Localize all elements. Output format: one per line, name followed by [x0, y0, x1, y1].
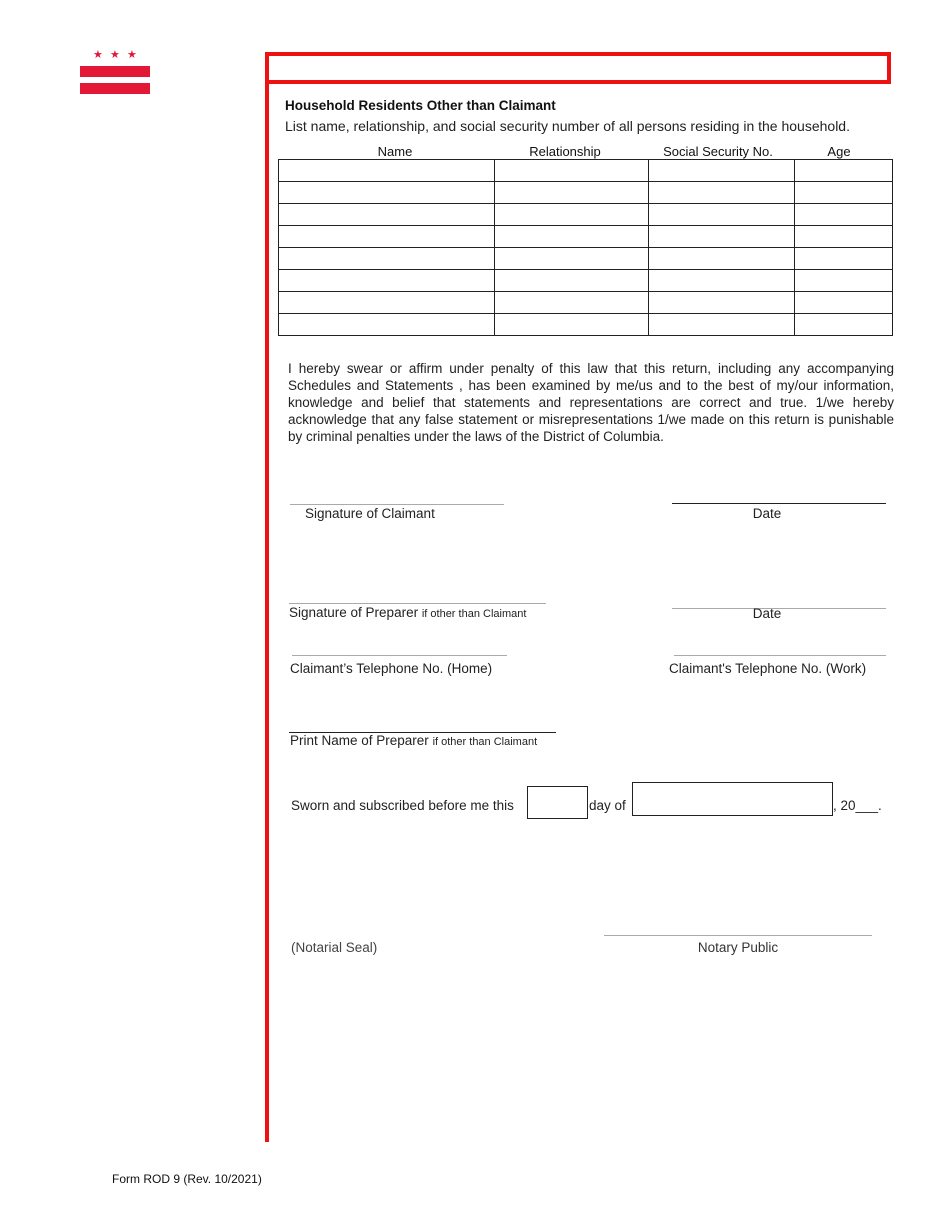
left-rule	[265, 84, 269, 1142]
column-header-relationship: Relationship	[529, 144, 601, 159]
table-row	[279, 270, 893, 292]
date-line-1[interactable]	[672, 503, 886, 504]
cell-relationship[interactable]	[495, 292, 649, 314]
star-icon: ★	[127, 49, 137, 61]
table-row	[279, 226, 893, 248]
cell-name[interactable]	[279, 292, 495, 314]
column-header-ssn: Social Security No.	[663, 144, 773, 159]
cell-name[interactable]	[279, 248, 495, 270]
cell-ssn[interactable]	[649, 226, 795, 248]
star-icon: ★	[93, 49, 103, 61]
form-id-footer: Form ROD 9 (Rev. 10/2021)	[112, 1172, 262, 1186]
cell-relationship[interactable]	[495, 182, 649, 204]
cell-name[interactable]	[279, 270, 495, 292]
signature-preparer-note: if other than Claimant	[421, 608, 527, 620]
cell-ssn[interactable]	[649, 182, 795, 204]
residents-table	[278, 159, 893, 336]
notary-public-label: Notary Public	[697, 940, 779, 955]
cell-ssn[interactable]	[649, 204, 795, 226]
oath-statement: I hereby swear or affirm under penalty of this law that this return, including any accompanying Schedules and Statements , has been examined by me/us and to the best of my/our information, knowledge and belief that statements and representations are correct and true. 1/we hereby acknowledge that any false statement or misrepresentations 1/we made on this return is punishable by criminal penalties under the laws of the District of Columbia.	[288, 361, 894, 444]
flag-bar	[80, 83, 150, 94]
cell-age[interactable]	[795, 248, 893, 270]
cell-name[interactable]	[279, 314, 495, 336]
sworn-month-input[interactable]	[632, 782, 833, 816]
cell-name[interactable]	[279, 226, 495, 248]
print-name-text: Print Name of Preparer	[290, 733, 429, 748]
cell-ssn[interactable]	[649, 160, 795, 182]
column-header-name: Name	[377, 144, 413, 159]
section-title: Household Residents Other than Claimant	[285, 98, 556, 113]
phone-work-line[interactable]	[674, 655, 886, 656]
phone-home-line[interactable]	[292, 655, 507, 656]
cell-age[interactable]	[795, 292, 893, 314]
cell-relationship[interactable]	[495, 314, 649, 336]
signature-preparer-text: Signature of Preparer	[289, 605, 419, 620]
cell-ssn[interactable]	[649, 292, 795, 314]
signature-preparer-line[interactable]	[289, 603, 546, 604]
cell-age[interactable]	[795, 182, 893, 204]
cell-relationship[interactable]	[495, 160, 649, 182]
print-name-label	[290, 733, 537, 748]
cell-age[interactable]	[795, 226, 893, 248]
sworn-prefix: Sworn and subscribed before me this	[291, 798, 514, 813]
sworn-day-of: day of	[589, 798, 626, 813]
cell-ssn[interactable]	[649, 248, 795, 270]
table-row	[279, 182, 893, 204]
section-subtitle: List name, relationship, and social security number of all persons residing in the household.	[285, 118, 850, 134]
cell-relationship[interactable]	[495, 226, 649, 248]
phone-work-label: Claimant's Telephone No. (Work)	[669, 661, 867, 676]
table-row	[279, 160, 893, 182]
table-row	[279, 248, 893, 270]
signature-preparer-label	[289, 605, 526, 620]
notarial-seal-label: (Notarial Seal)	[291, 940, 378, 955]
cell-relationship[interactable]	[495, 270, 649, 292]
cell-age[interactable]	[795, 160, 893, 182]
sworn-year: , 20___.	[833, 798, 882, 813]
table-row	[279, 204, 893, 226]
cell-name[interactable]	[279, 204, 495, 226]
cell-age[interactable]	[795, 270, 893, 292]
star-icon: ★	[110, 49, 120, 61]
header-box	[265, 52, 891, 84]
date-label-2: Date	[752, 606, 782, 621]
phone-home-label: Claimant’s Telephone No. (Home)	[290, 661, 493, 676]
cell-ssn[interactable]	[649, 314, 795, 336]
cell-relationship[interactable]	[495, 204, 649, 226]
sworn-day-input[interactable]	[527, 786, 588, 819]
signature-claimant-line[interactable]	[290, 504, 504, 505]
date-label-1: Date	[752, 506, 782, 521]
cell-age[interactable]	[795, 314, 893, 336]
dc-flag-logo	[80, 50, 150, 96]
cell-name[interactable]	[279, 160, 495, 182]
print-name-note: if other than Claimant	[432, 736, 538, 748]
cell-age[interactable]	[795, 204, 893, 226]
table-row	[279, 314, 893, 336]
signature-claimant-label: Signature of Claimant	[305, 506, 435, 521]
column-header-age: Age	[827, 144, 851, 159]
cell-ssn[interactable]	[649, 270, 795, 292]
cell-relationship[interactable]	[495, 248, 649, 270]
notary-line[interactable]	[604, 935, 872, 936]
table-row	[279, 292, 893, 314]
cell-name[interactable]	[279, 182, 495, 204]
flag-bar	[80, 66, 150, 77]
